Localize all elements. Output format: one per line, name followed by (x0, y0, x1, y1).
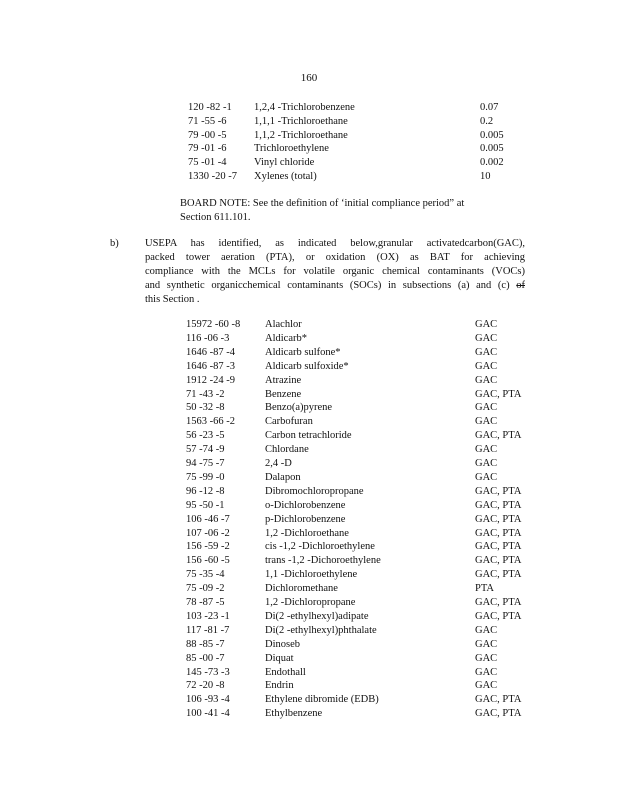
table-row (0, 142, 618, 156)
bat-method: GAC (475, 416, 498, 428)
bat-method: GAC, PTA (475, 555, 522, 567)
cas-number: 1912 -24 -9 (186, 374, 235, 386)
cas-number: 103 -23 -1 (186, 610, 230, 622)
table-row (0, 485, 618, 499)
contaminant-name: Alachlor (265, 319, 302, 330)
table-row (0, 679, 618, 693)
board-note-line: BOARD NOTE: See the definition of ‘initial compliance period” at (180, 198, 465, 209)
cas-number: 120 -82 -1 (188, 102, 232, 113)
cas-number: 1646 -87 -3 (186, 360, 235, 372)
contaminant-name: 1,2 -Dichloroethane (265, 527, 349, 539)
bat-method: GAC (475, 471, 498, 483)
contaminant-name: Chlordane (265, 444, 309, 456)
cas-number: 75 -35 -4 (186, 569, 225, 581)
cas-number: 116 -06 -3 (186, 332, 230, 344)
bat-method: GAC, PTA (475, 388, 522, 400)
contaminant-name: 1,1,2 -Trichloroethane (254, 129, 348, 141)
bat-method: GAC (475, 319, 498, 330)
contaminant-name: Dibromochloropropane (265, 485, 364, 497)
bat-method: GAC (475, 444, 498, 456)
bat-method: GAC (475, 666, 498, 678)
cas-number: 94 -75 -7 (186, 458, 225, 469)
contaminant-name: 1,1 -Dichloroethylene (265, 569, 358, 581)
bat-method: GAC (475, 680, 498, 692)
table-row (0, 610, 618, 624)
mcl-value: 0.07 (480, 102, 499, 113)
contaminant-name: Vinyl chloride (254, 157, 315, 169)
table-row (0, 170, 618, 184)
table-row (0, 115, 618, 129)
table-row (0, 499, 618, 513)
table-row (0, 457, 618, 471)
paragraph-line: USEPA has identified, as indicated below,granular activatedcarbon(GAC), (145, 238, 525, 249)
table-row (0, 332, 618, 346)
contaminant-name: Atrazine (265, 374, 302, 386)
cas-number: 145 -73 -3 (186, 666, 230, 678)
bat-method: GAC (475, 346, 498, 358)
cas-number: 79 -01 -6 (188, 143, 227, 155)
contaminant-name: Dinoseb (265, 638, 300, 650)
bat-method: GAC, PTA (475, 527, 522, 539)
table-row (0, 360, 618, 374)
bat-method: GAC (475, 360, 498, 372)
contaminant-name: Aldicarb sulfoxide* (265, 360, 349, 372)
cas-number: 15972 -60 -8 (186, 319, 241, 330)
cas-number: 106 -93 -4 (186, 694, 230, 706)
cas-number: 71 -43 -2 (186, 388, 225, 400)
board-note-line: Section 611.101. (180, 211, 251, 223)
cas-number: 88 -85 -7 (186, 638, 225, 650)
paragraph-line: this Section . (145, 293, 200, 305)
table-row (0, 429, 618, 443)
cas-number: 100 -41 -4 (186, 708, 230, 720)
bat-method: GAC, PTA (475, 610, 522, 622)
table-row (0, 129, 618, 143)
contaminant-name: Carbon tetrachloride (265, 430, 352, 442)
contaminant-name: p-Dichlorobenzene (265, 513, 346, 525)
bat-method: GAC, PTA (475, 708, 522, 720)
board-note (180, 197, 464, 225)
table-row (0, 318, 618, 332)
table-row (0, 471, 618, 485)
contaminant-name: Aldicarb* (265, 332, 307, 344)
contaminant-name: Endothall (265, 666, 306, 678)
bat-method: GAC (475, 402, 498, 414)
paragraph-line: packed tower aeration (PTA), or oxidation (OX) as BAT for achieving (145, 251, 525, 263)
mcl-value: 0.005 (480, 143, 504, 155)
cas-number: 107 -06 -2 (186, 527, 230, 539)
table-row (0, 596, 618, 610)
table-row (0, 401, 618, 415)
contaminant-name: Xylenes (total) (254, 171, 317, 182)
cas-number: 156 -60 -5 (186, 555, 230, 567)
table-row (0, 101, 618, 115)
cas-number: 1330 -20 -7 (188, 171, 237, 182)
contaminant-name: trans -1,2 -Dichoroethylene (265, 555, 381, 567)
bat-method: GAC, PTA (475, 430, 522, 442)
contaminant-name: Benzene (265, 388, 302, 400)
table-row (0, 415, 618, 429)
contaminant-name: Di(2 -ethylhexyl)phthalate (265, 624, 377, 636)
contaminant-name: Diquat (265, 652, 294, 664)
table-row (0, 513, 618, 527)
bat-method: GAC, PTA (475, 569, 522, 581)
table-row (0, 652, 618, 666)
cas-number: 1646 -87 -4 (186, 346, 235, 358)
cas-number: 75 -01 -4 (188, 157, 227, 169)
table-row (0, 346, 618, 360)
bat-method: GAC (475, 332, 498, 344)
contaminant-name: Benzo(a)pyrene (265, 402, 333, 414)
bat-method: GAC (475, 374, 498, 386)
cas-number: 95 -50 -1 (186, 499, 225, 511)
cas-number: 85 -00 -7 (186, 652, 225, 664)
cas-number: 75 -99 -0 (186, 471, 225, 483)
paragraph-line: compliance with the MCLs for volatile organic chemical contaminants (VOCs) (145, 265, 525, 277)
table-row (0, 582, 618, 596)
cas-number: 156 -59 -2 (186, 541, 230, 553)
table-row (0, 693, 618, 707)
contaminant-name: 1,2 -Dichloropropane (265, 597, 356, 608)
contaminant-name: Dichloromethane (265, 583, 338, 595)
page-number: 160 (300, 72, 318, 84)
bat-method: GAC, PTA (475, 694, 522, 706)
contaminant-name: 1,2,4 -Trichlorobenzene (254, 102, 355, 113)
table-row (0, 624, 618, 638)
table-row (0, 638, 618, 652)
contaminant-name: Carbofuran (265, 416, 313, 428)
contaminant-name: Trichloroethylene (254, 143, 329, 155)
contaminant-name: Aldicarb sulfone* (265, 346, 341, 358)
struck-text: of (516, 279, 525, 291)
bat-method: PTA (475, 583, 494, 595)
cas-number: 1563 -66 -2 (186, 416, 235, 428)
contaminant-name: 2,4 -D (265, 458, 292, 469)
paragraph-line (145, 279, 525, 293)
mcl-value: 0.002 (480, 157, 504, 169)
cas-number: 50 -32 -8 (186, 402, 225, 414)
bat-method: GAC, PTA (475, 499, 522, 511)
subsection-label: b) (110, 238, 119, 249)
contaminant-name: cis -1,2 -Dichloroethylene (265, 541, 375, 553)
cas-number: 117 -81 -7 (186, 624, 230, 636)
paragraph-text: and synthetic organicchemical contaminants (SOCs) in subsections (a) and (c) (145, 279, 510, 291)
table-row (0, 388, 618, 402)
table-row (0, 374, 618, 388)
contaminant-name: Ethylbenzene (265, 708, 323, 720)
cas-number: 71 -55 -6 (188, 115, 227, 127)
table-row (0, 554, 618, 568)
cas-number: 75 -09 -2 (186, 583, 225, 595)
table-row (0, 540, 618, 554)
cas-number: 106 -46 -7 (186, 513, 230, 525)
contaminant-name: Dalapon (265, 471, 301, 483)
mcl-value: 10 (480, 171, 491, 182)
bat-method: GAC, PTA (475, 597, 522, 608)
subsection-b-paragraph (145, 237, 525, 307)
bat-method: GAC (475, 638, 498, 650)
contaminant-name: Endrin (265, 680, 294, 692)
contaminant-name: 1,1,1 -Trichloroethane (254, 115, 348, 127)
cas-number: 72 -20 -8 (186, 680, 225, 692)
contaminant-name: Di(2 -ethylhexyl)adipate (265, 610, 369, 622)
bat-method: GAC (475, 624, 498, 636)
bat-method: GAC, PTA (475, 541, 522, 553)
table-row (0, 707, 618, 721)
table-row (0, 443, 618, 457)
cas-number: 79 -00 -5 (188, 129, 227, 141)
bat-method: GAC (475, 652, 498, 664)
bat-method: GAC, PTA (475, 513, 522, 525)
bat-method: GAC, PTA (475, 485, 522, 497)
contaminant-name: o-Dichlorobenzene (265, 499, 346, 511)
cas-number: 57 -74 -9 (186, 444, 225, 456)
table-row (0, 666, 618, 680)
mcl-value: 0.005 (480, 129, 504, 141)
bat-method: GAC (475, 458, 498, 469)
table-row (0, 156, 618, 170)
cas-number: 56 -23 -5 (186, 430, 225, 442)
table-row (0, 527, 618, 541)
cas-number: 96 -12 -8 (186, 485, 225, 497)
mcl-value: 0.2 (480, 115, 494, 127)
cas-number: 78 -87 -5 (186, 597, 225, 608)
contaminant-name: Ethylene dibromide (EDB) (265, 694, 379, 706)
table-row (0, 568, 618, 582)
